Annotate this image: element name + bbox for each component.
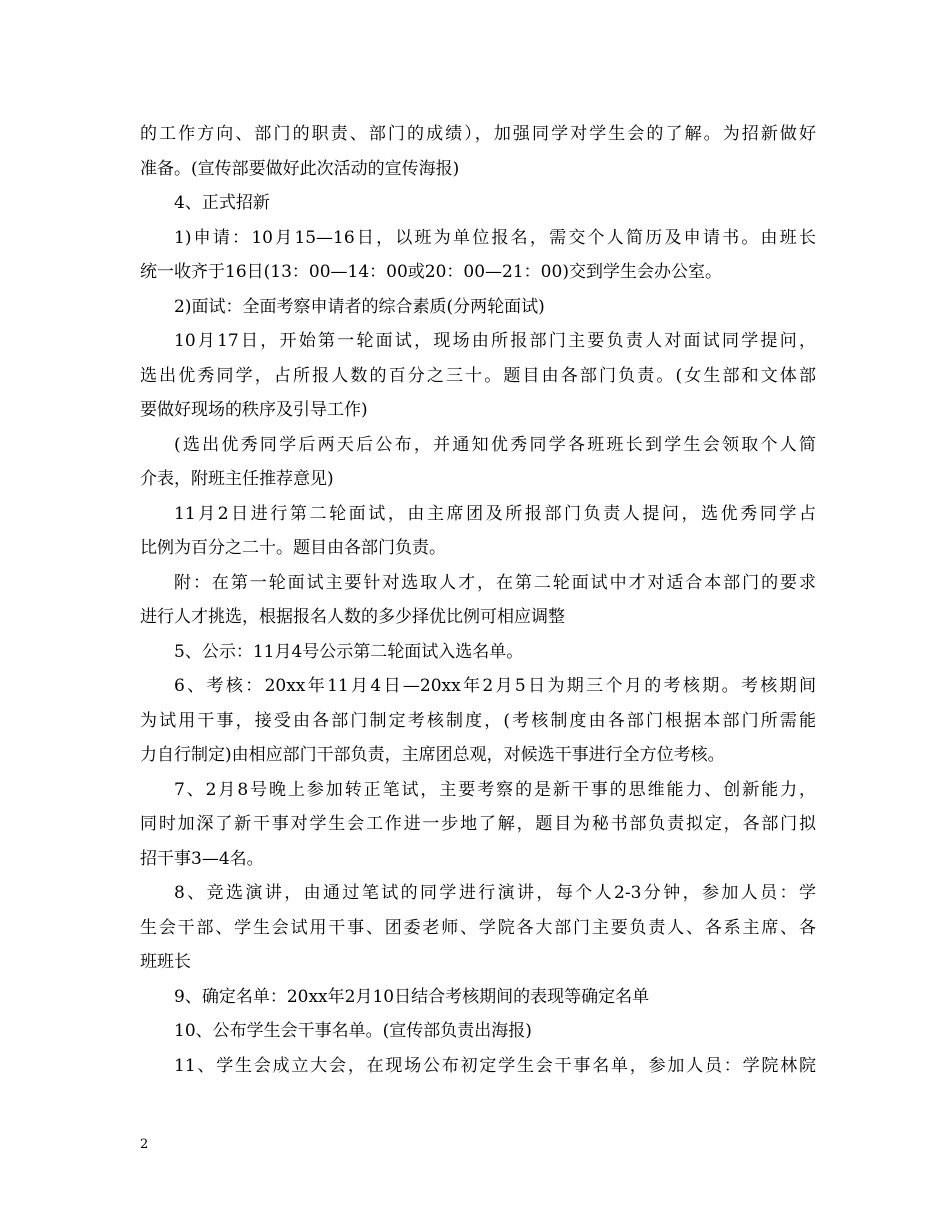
text-line: 10月17日，开始第一轮面试，现场由所报部门主要负责人对面试同学提问， (174, 331, 816, 351)
text-line: 为试用干事，接受由各部门制定考核制度，(考核制度由各部门根据本部门所需能 (140, 710, 816, 731)
text-line: 生会干部、学生会试用干事、团委老师、学院各大部门主要负责人、各系主席、各 (140, 917, 816, 938)
text-line: 同时加深了新干事对学生会工作进一步地了解，题目为秘书部负责拟定，各部门拟 (140, 814, 816, 834)
text-line: 的工作方向、部门的职责、部门的成绩），加强同学对学生会的了解。为招新做好 (140, 124, 816, 144)
text-line: 1)申请：10月15—16日，以班为单位报名，需交个人简历及申请书。由班长 (174, 227, 816, 248)
text-line: 进行人才挑选，根据报名人数的多少择优比例可相应调整 (140, 607, 565, 627)
text-line: 选出优秀同学，占所报人数的百分之三十。题目由各部门负责。(女生部和文体部 (140, 365, 816, 386)
text-line: 2)面试：全面考察申请者的综合素质(分两轮面试) (174, 296, 545, 317)
text-line: 招干事3—4名。 (140, 848, 264, 869)
section-heading: 4、正式招新 (174, 193, 270, 213)
text-line: 班班长 (140, 952, 191, 972)
text-line: 6、考核：20xx年11月4日—20xx年2月5日为期三个月的考核期。考核期间 (174, 676, 816, 696)
text-line: 准备。(宣传部要做好此次活动的宣传海报) (140, 158, 460, 179)
text-line: 统一收齐于16日(13：00—14：00或20：00—21：00)交到学生会办公室。 (140, 262, 722, 282)
text-line: 附：在第一轮面试主要针对选取人才，在第二轮面试中才对适合本部门的要求 (174, 572, 816, 593)
text-line: 介表，附班主任推荐意见) (140, 469, 334, 489)
text-line: (选出优秀同学后两天后公布，并通知优秀同学各班班长到学生会领取个人简 (174, 434, 816, 455)
document-body (140, 117, 816, 1083)
text-line: 9、确定名单：20xx年2月10日结合考核期间的表现等确定名单 (174, 986, 650, 1007)
text-line: 11、学生会成立大会，在现场公布初定学生会干事名单，参加人员：学院林院 (174, 1055, 816, 1076)
page-number: 2 (140, 1137, 149, 1152)
text-line: 5、公示：11月4号公示第二轮面试入选名单。 (174, 641, 524, 662)
text-line: 8、竞选演讲，由通过笔试的同学进行演讲，每个人2-3分钟，参加人员：学 (174, 883, 816, 903)
text-line: 10、公布学生会干事名单。(宣传部负责出海报) (174, 1021, 532, 1041)
text-line: 比例为百分之二十。题目由各部门负责。 (140, 538, 446, 558)
text-line: 力自行制定)由相应部门干部负责，主席团总观，对候选干事进行全方位考核。 (140, 745, 725, 765)
text-line: 7、2月8号晚上参加转正笔试，主要考察的是新干事的思维能力、创新能力， (174, 779, 816, 800)
text-line: 要做好现场的秩序及引导工作) (140, 400, 368, 420)
text-line: 11月2日进行第二轮面试，由主席团及所报部门负责人提问，选优秀同学占 (174, 503, 816, 524)
